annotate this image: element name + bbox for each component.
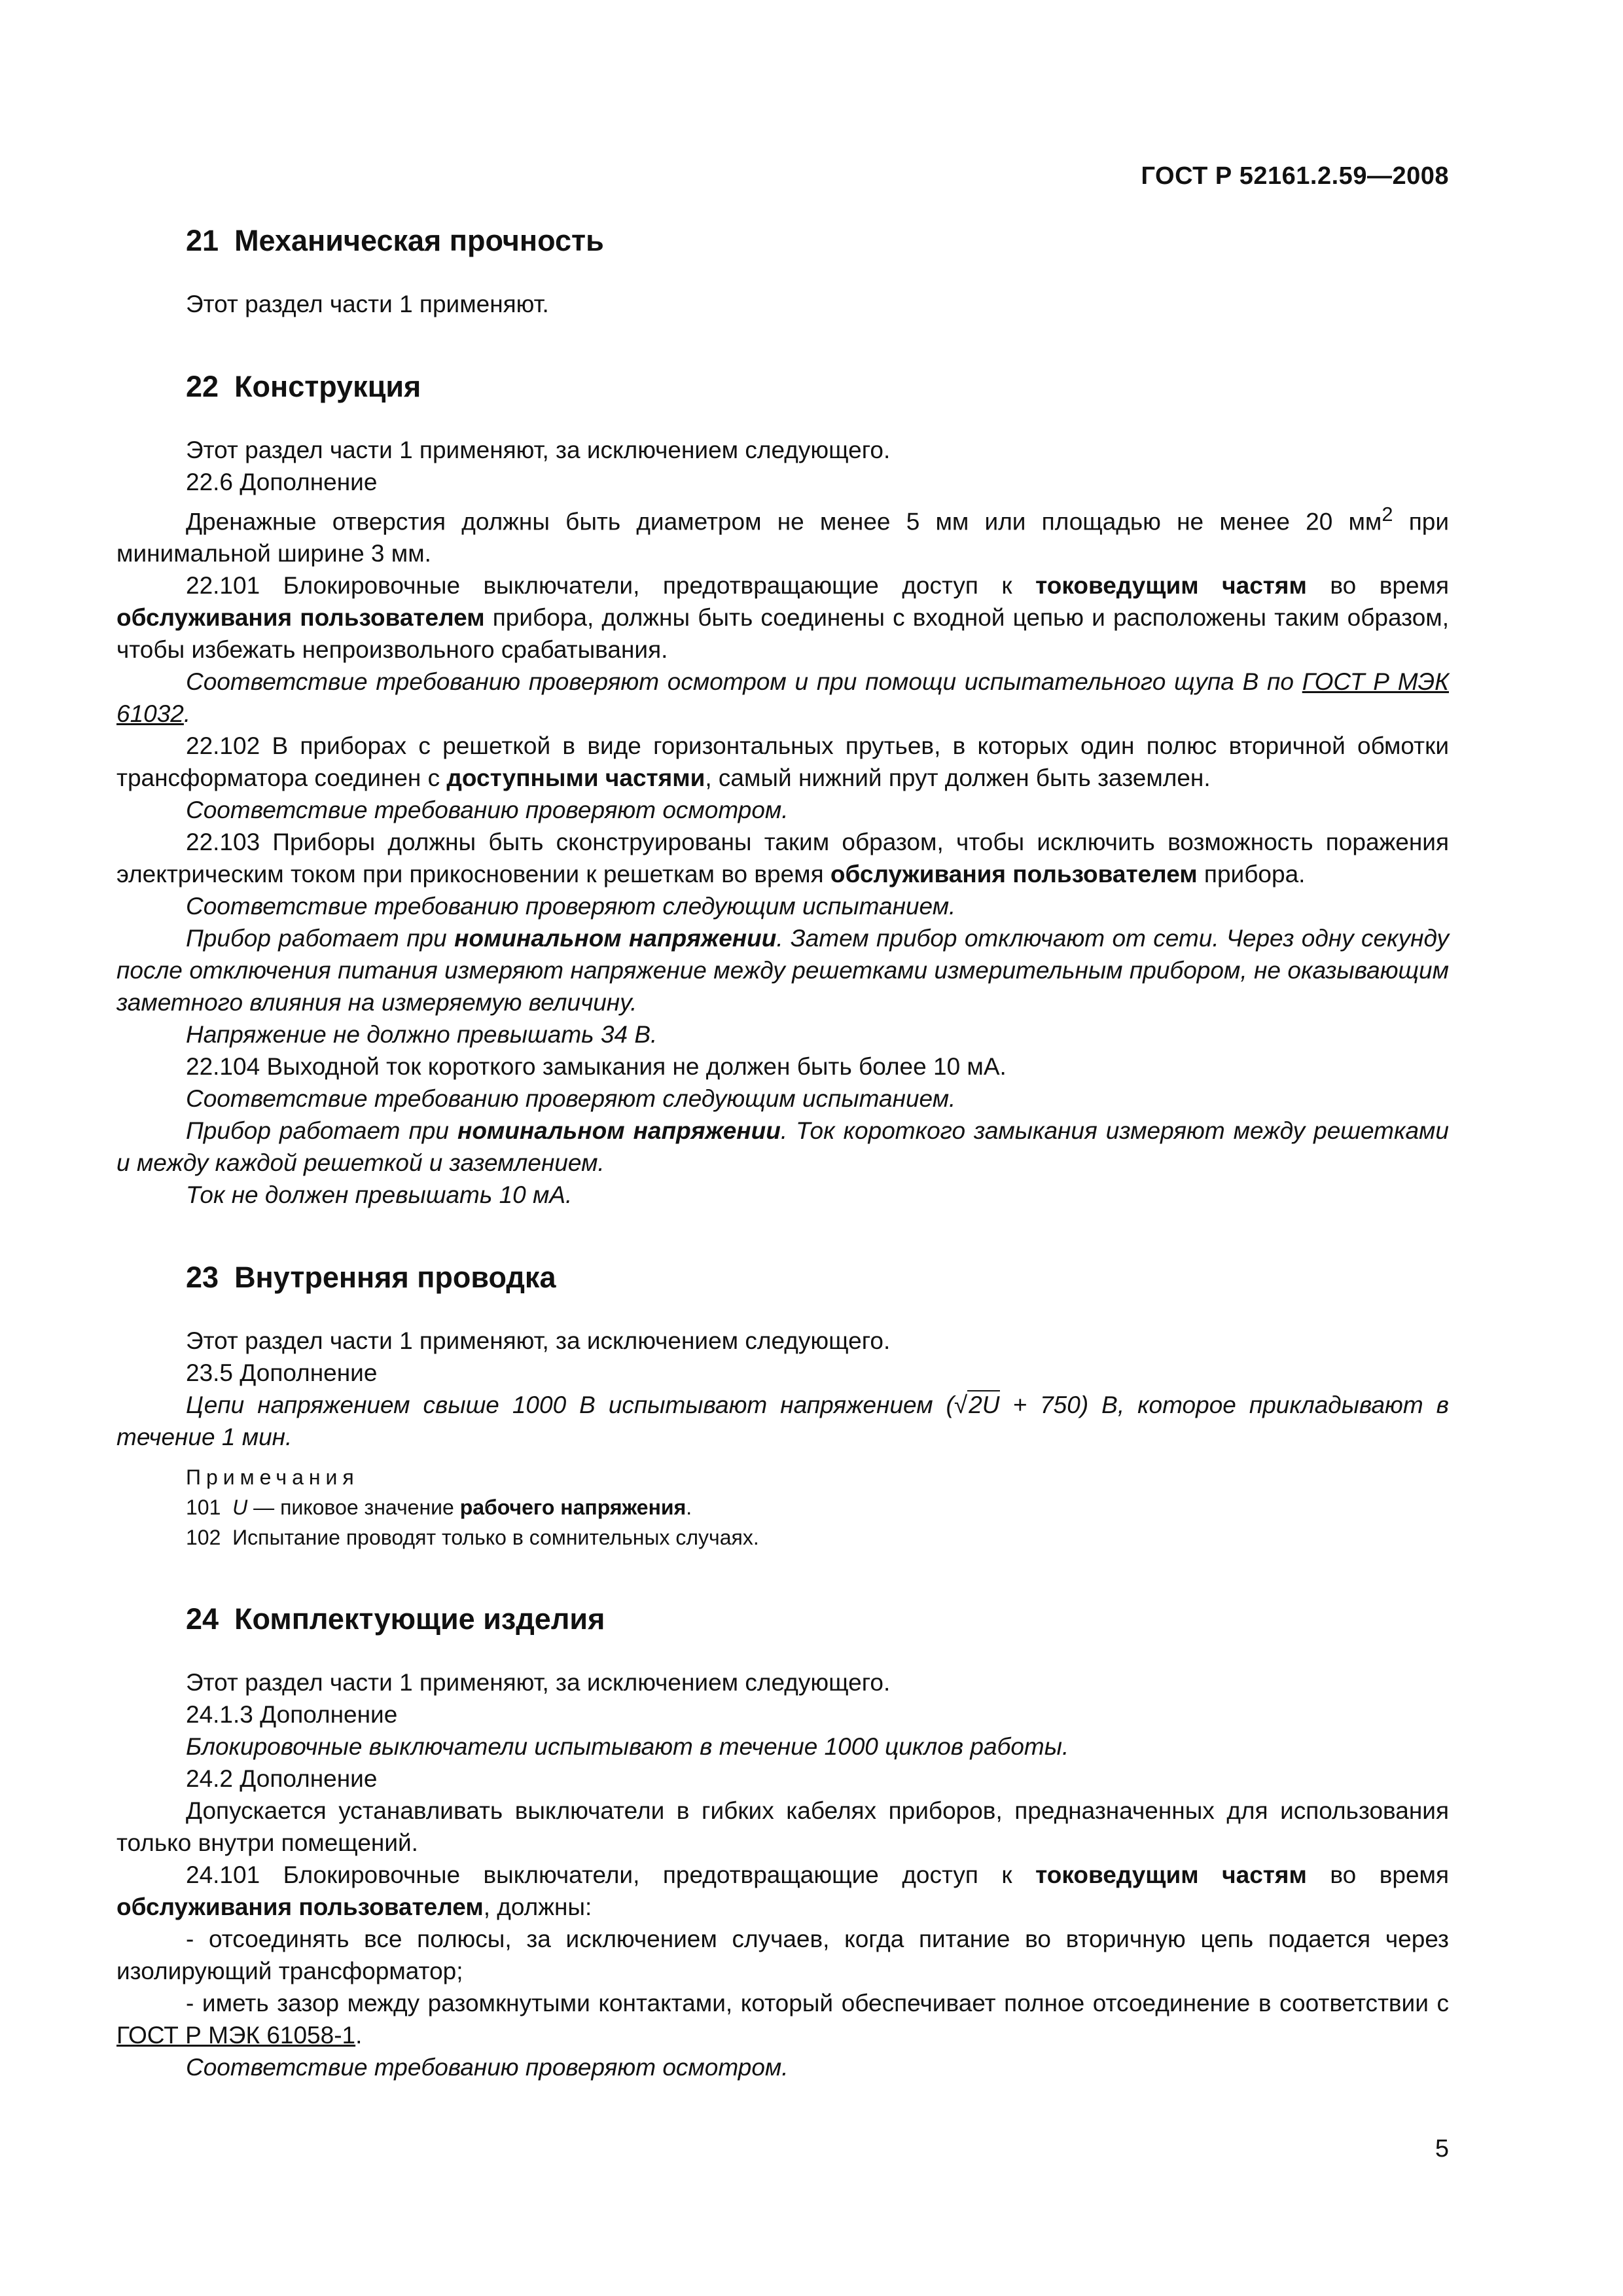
page-number: 5 bbox=[1435, 2135, 1449, 2162]
test-paragraph: Прибор работает при номинальном напряжении. Затем прибор отключают от сети. Через одну секунду после отключения питания измеряют напряжение между решетками измерительным прибором, не оказывающим заметного влияния на измеряемую величину. bbox=[116, 925, 1449, 1016]
limit-paragraph: Ток не должен превышать 10 мА. bbox=[186, 1181, 573, 1209]
paragraph: 22.104 Выходной ток короткого замыкания не должен быть более 10 мА. bbox=[186, 1053, 1007, 1081]
note-item: 101 U — пиковое значение рабочего напряжения. bbox=[186, 1496, 692, 1520]
sqrt-sign: √ bbox=[954, 1391, 968, 1419]
term: обслуживания пользователем bbox=[116, 1893, 484, 1921]
clause-heading: 24.2 Дополнение bbox=[186, 1765, 378, 1793]
compliance-paragraph: Соответствие требованию проверяют осмотром. bbox=[186, 797, 789, 824]
section-23-heading bbox=[186, 1259, 1449, 1296]
compliance-paragraph: Соответствие требованию проверяют осмотром и при помощи испытательного щупа В по ГОСТ Р МЭК 61032. bbox=[116, 668, 1449, 728]
compliance-paragraph: Соответствие требованию проверяют следующим испытанием. bbox=[186, 1085, 956, 1113]
section-title: Внутренняя проводка bbox=[234, 1261, 556, 1295]
document-body bbox=[116, 223, 1449, 2083]
radicand: 2U bbox=[969, 1391, 1000, 1419]
standard-reference-link[interactable]: ГОСТ Р МЭК 61032 bbox=[116, 668, 1449, 728]
section-number: 23 bbox=[186, 1261, 219, 1295]
section-24-heading bbox=[186, 1601, 1449, 1638]
notes-block bbox=[116, 1462, 1449, 1552]
paragraph: 22.103 Приборы должны быть сконструированы таким образом, чтобы исключить возможность поражения электрическим током при прикосновении к решеткам во время обслуживания пользователем прибора. bbox=[116, 829, 1449, 888]
paragraph: Цепи напряжением свыше 1000 В испытывают напряжением (√2U + 750) В, которое прикладывают в течение 1 мин. bbox=[116, 1391, 1449, 1451]
list-item: - отсоединять все полюсы, за исключением случаев, когда питание во вторичную цепь подается через изолирующий трансформатор; bbox=[116, 1926, 1449, 1985]
clause-heading: 22.6 Дополнение bbox=[186, 469, 378, 495]
paragraph: Этот раздел части 1 применяют, за исключением следующего. bbox=[186, 1327, 891, 1355]
paragraph: Этот раздел части 1 применяют, за исключением следующего. bbox=[186, 437, 891, 463]
section-title: Конструкция bbox=[234, 370, 421, 403]
paragraph: Этот раздел части 1 применяют. bbox=[186, 291, 549, 317]
standard-reference-link[interactable]: ГОСТ Р МЭК 61058-1 bbox=[116, 2022, 356, 2049]
section-21-heading bbox=[186, 223, 1449, 259]
term: номинальном напряжении bbox=[454, 925, 777, 952]
notes-label: Примечания bbox=[186, 1465, 359, 1490]
paragraph: Дренажные отверстия должны быть диаметром не менее 5 мм или площадью не менее 20 $мм^2$ при минимальной ширине 3 мм. bbox=[116, 503, 1449, 567]
section-title: Комплектующие изделия bbox=[234, 1602, 605, 1636]
superscript: 2 bbox=[1382, 503, 1393, 526]
paragraph: Блокировочные выключатели испытывают в течение 1000 циклов работы. bbox=[186, 1733, 1069, 1761]
compliance-paragraph: Соответствие требованию проверяют осмотром. bbox=[186, 2054, 789, 2081]
paragraph: 22.102 В приборах с решеткой в виде горизонтальных прутьев, в которых один полюс вторичной обмотки трансформатора соединен с доступными частями, самый нижний прут должен быть заземлен. bbox=[116, 732, 1449, 792]
section-number: 24 bbox=[186, 1602, 219, 1636]
note-item: 102 Испытание проводят только в сомнительных случаях. bbox=[186, 1526, 759, 1550]
term: токоведущим частям bbox=[1035, 1861, 1307, 1889]
section-number: 21 bbox=[186, 224, 219, 257]
clause-heading: 24.1.3 Дополнение bbox=[186, 1701, 398, 1729]
paragraph: 22.101 Блокировочные выключатели, предотвращающие доступ к токоведущим частям во время обслуживания пользователем прибора, должны быть соединены с входной цепью и расположены таким образом, чтобы избежать непроизвольного срабатывания. bbox=[116, 572, 1449, 664]
document-header-id: ГОСТ Р 52161.2.59—2008 bbox=[1141, 162, 1449, 190]
term: рабочего напряжения bbox=[459, 1496, 687, 1520]
term: доступными частями bbox=[446, 764, 705, 792]
term: обслуживания пользователем bbox=[116, 604, 485, 632]
list-item: - иметь зазор между разомкнутыми контактами, который обеспечивает полное отсоединение в соответствии с ГОСТ Р МЭК 61058-1. bbox=[116, 1990, 1449, 2049]
section-number: 22 bbox=[186, 370, 219, 403]
paragraph: 24.101 Блокировочные выключатели, предотвращающие доступ к токоведущим частям во время обслуживания пользователем, должны: bbox=[116, 1861, 1449, 1921]
test-paragraph: Прибор работает при номинальном напряжении. Ток короткого замыкания измеряют между решетками и между каждой решеткой и заземлением. bbox=[116, 1117, 1449, 1177]
paragraph: Этот раздел части 1 применяют, за исключением следующего. bbox=[186, 1669, 891, 1696]
limit-paragraph: Напряжение не должно превышать 34 В. bbox=[186, 1021, 658, 1049]
clause-heading: 23.5 Дополнение bbox=[186, 1359, 378, 1387]
paragraph: Допускается устанавливать выключатели в гибких кабелях приборов, предназначенных для использования только внутри помещений. bbox=[116, 1797, 1449, 1857]
compliance-paragraph: Соответствие требованию проверяют следующим испытанием. bbox=[186, 893, 956, 920]
section-title: Механическая прочность bbox=[234, 224, 604, 257]
term: номинальном напряжении bbox=[457, 1117, 781, 1145]
term: токоведущим частям bbox=[1035, 572, 1307, 600]
term: обслуживания пользователем bbox=[830, 861, 1198, 888]
section-22-heading bbox=[186, 368, 1449, 405]
